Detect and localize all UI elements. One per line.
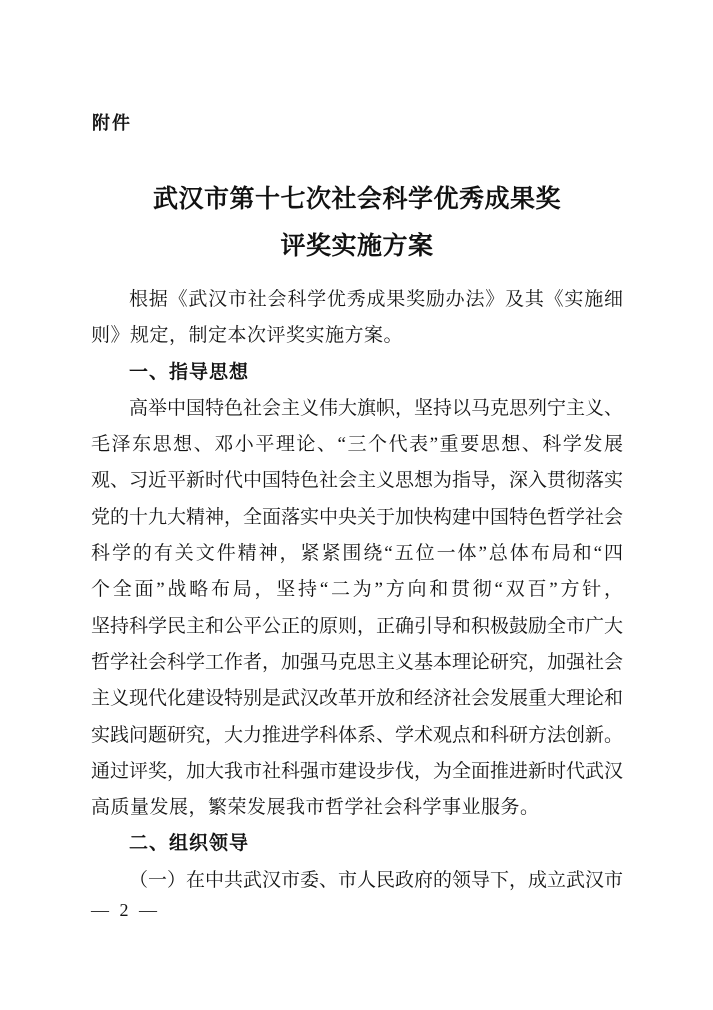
document-title-line-2: 评奖实施方案	[280, 233, 434, 260]
section-heading: 一、指导思想	[129, 361, 250, 383]
document-title	[91, 176, 623, 270]
attachment-label: 附件	[92, 113, 132, 133]
document-line: 哲学社会科学工作者，加强马克思主义基本理论研究，加强社会	[91, 651, 624, 673]
document-body	[91, 282, 623, 899]
document-line: 实践问题研究，大力推进学科体系、学术观点和科研方法创新。	[91, 724, 624, 746]
document-line: 则》规定，制定本次评奖实施方案。	[91, 325, 404, 347]
document-line: 根据《武汉市社会科学优秀成果奖励办法》及其《实施细	[129, 289, 623, 310]
document-line: 通过评奖，加大我市社科强市建设步伐，为全面推进新时代武汉	[91, 760, 624, 782]
document-line: 科学的有关文件精神，紧紧围绕“五位一体”总体布局和“四	[91, 543, 623, 565]
document-line: 毛泽东思想、邓小平理论、“三个代表”重要思想、科学发展	[91, 434, 623, 456]
page-number: — 2 —	[91, 900, 160, 920]
document-line: 高质量发展，繁荣发展我市哲学社会科学事业服务。	[91, 797, 540, 819]
document-line: 主义现代化建设特别是武汉改革开放和经济社会发展重大理论和	[91, 688, 624, 710]
document-line: （一）在中共武汉市委、市人民政府的领导下，成立武汉市	[129, 869, 624, 891]
document-line: 高举中国特色社会主义伟大旗帜，坚持以马克思列宁主义、	[129, 397, 624, 419]
document-line: 坚持科学民主和公平公正的原则，正确引导和积极鼓励全市广大	[91, 615, 624, 637]
document-title-line-1: 武汉市第十七次社会科学优秀成果奖	[152, 186, 561, 213]
document-line: 个全面”战略布局，坚持“二为”方向和贯彻“双百”方针，	[91, 579, 623, 601]
document-line: 党的十九大精神，全面落实中央关于加快构建中国特色哲学社会	[91, 506, 624, 528]
document-line: 观、习近平新时代中国特色社会主义思想为指导，深入贯彻落实	[91, 470, 624, 492]
section-heading: 二、组织领导	[129, 833, 250, 855]
